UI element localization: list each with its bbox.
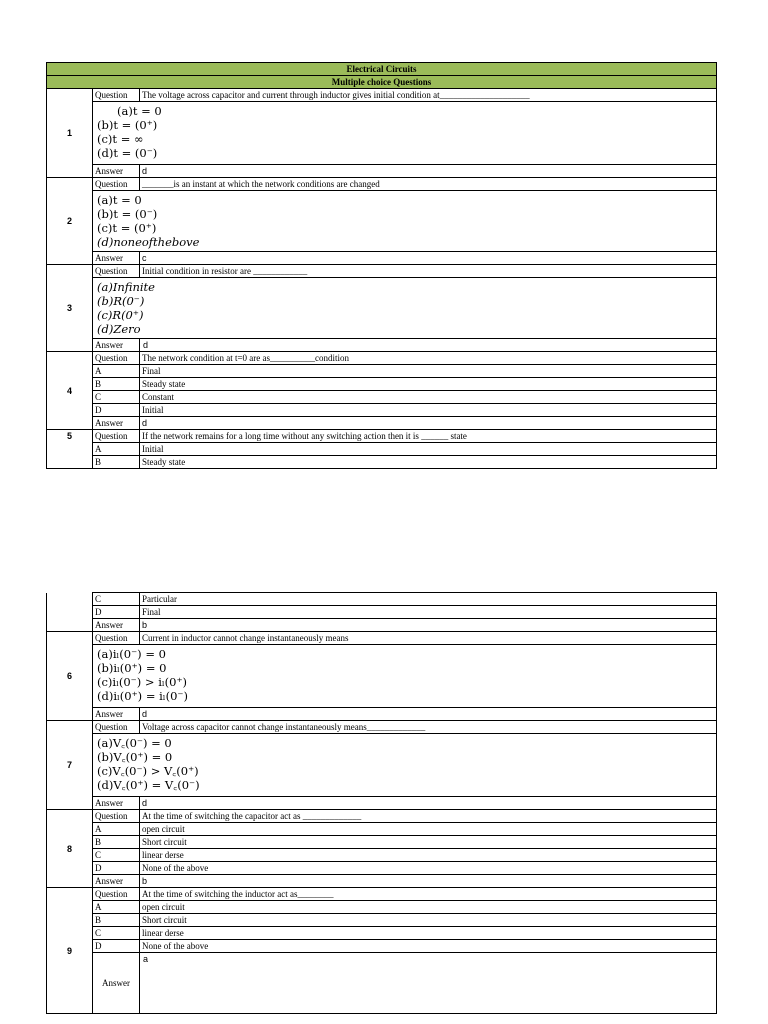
option-letter: C — [93, 927, 140, 940]
option-row-c — [47, 593, 717, 606]
answer-label: Answer — [93, 339, 140, 352]
answer-label: Answer — [93, 417, 140, 430]
option-a: (a)t = 0 — [117, 104, 162, 118]
question-label: Question — [93, 632, 140, 645]
question-number: 3 — [47, 265, 93, 352]
option-d: (d)iₗ(0⁺) = iₗ(0⁻) — [97, 689, 188, 703]
option-letter: D — [93, 606, 140, 619]
sheet-subtitle: Multiple choice Questions — [47, 76, 717, 89]
question-number: 4 — [47, 352, 93, 430]
option-text: Final — [140, 365, 717, 378]
answer-row — [47, 953, 717, 1014]
option-letter: B — [93, 836, 140, 849]
option-letter: C — [93, 391, 140, 404]
option-d: (d)t = (0⁻) — [97, 146, 158, 160]
question-row — [47, 632, 717, 645]
question-row — [47, 721, 717, 734]
option-row-a — [47, 901, 717, 914]
answer-value: a — [140, 953, 717, 1014]
question-text: _______is an instant at which the network conditions are changed — [140, 178, 717, 191]
answer-value: d — [140, 339, 717, 352]
answer-row — [47, 619, 717, 632]
option-letter: D — [93, 404, 140, 417]
option-b: (b)V꜀(0⁺) = 0 — [97, 750, 173, 764]
answer-row — [47, 875, 717, 888]
answer-value: d — [140, 165, 717, 178]
question-row — [47, 89, 717, 102]
option-letter: C — [93, 593, 140, 606]
option-c: (c)V꜀(0⁻) > V꜀(0⁺) — [97, 764, 199, 778]
option-text: None of the above — [140, 940, 717, 953]
options-row — [47, 102, 717, 165]
question-number: 1 — [47, 89, 93, 178]
options-row — [47, 645, 717, 708]
math-options — [93, 645, 717, 708]
answer-row — [47, 339, 717, 352]
answer-value: c — [140, 252, 717, 265]
answer-row — [47, 708, 717, 721]
option-row-d — [47, 940, 717, 953]
option-text: Short circuit — [140, 914, 717, 927]
option-text: open circuit — [140, 901, 717, 914]
option-row-a — [47, 443, 717, 456]
option-d: (d)Zero — [97, 322, 141, 336]
option-letter: A — [93, 443, 140, 456]
option-row-d — [47, 404, 717, 417]
option-row-d — [47, 862, 717, 875]
option-row-b — [47, 456, 717, 469]
option-row-b — [47, 836, 717, 849]
question-text: The voltage across capacitor and current through inductor gives initial condition at____________________ — [140, 89, 717, 102]
option-row-b — [47, 378, 717, 391]
option-row-a — [47, 823, 717, 836]
answer-value: b — [140, 619, 717, 632]
question-number: 6 — [47, 632, 93, 721]
option-a: (a)t = 0 — [97, 193, 142, 207]
option-b: (b)R(0⁻) — [97, 294, 145, 308]
options-row — [47, 278, 717, 339]
options-row — [47, 734, 717, 797]
question-row — [47, 178, 717, 191]
page-1-sheet — [46, 62, 716, 469]
mcq-table-page-2 — [46, 592, 717, 1014]
option-text: open circuit — [140, 823, 717, 836]
question-number: 9 — [47, 888, 93, 1014]
math-options — [93, 278, 717, 339]
option-c: (c)t = ∞ — [97, 132, 144, 146]
sheet-title: Electrical Circuits — [47, 63, 717, 76]
question-label: Question — [93, 178, 140, 191]
question-label: Question — [93, 352, 140, 365]
answer-row — [47, 252, 717, 265]
option-c: (c)t = (0⁺) — [97, 221, 157, 235]
answer-label: Answer — [93, 252, 140, 265]
question-row — [47, 888, 717, 901]
question-number: 2 — [47, 178, 93, 265]
answer-label: Answer — [93, 953, 140, 1014]
question-text: Current in inductor cannot change instantaneously means — [140, 632, 717, 645]
question-number: 5 — [47, 430, 93, 469]
option-text: Final — [140, 606, 717, 619]
option-c: (c)iₗ(0⁻) > iₗ(0⁺) — [97, 675, 188, 689]
option-row-a — [47, 365, 717, 378]
answer-label: Answer — [93, 708, 140, 721]
page-2-sheet — [46, 592, 716, 1014]
question-label: Question — [93, 430, 140, 443]
option-text: linear derse — [140, 849, 717, 862]
question-text: Voltage across capacitor cannot change instantaneously means_____________ — [140, 721, 717, 734]
option-text: linear derse — [140, 927, 717, 940]
question-number: 8 — [47, 810, 93, 888]
option-text: Steady state — [140, 456, 717, 469]
option-row-c — [47, 849, 717, 862]
option-row-c — [47, 927, 717, 940]
option-letter: A — [93, 365, 140, 378]
question-row — [47, 810, 717, 823]
option-letter: D — [93, 940, 140, 953]
question-text: The network condition at t=0 are as__________condition — [140, 352, 717, 365]
option-row-b — [47, 914, 717, 927]
question-label: Question — [93, 888, 140, 901]
option-text: Initial — [140, 404, 717, 417]
option-text: Particular — [140, 593, 717, 606]
option-text: Short circuit — [140, 836, 717, 849]
answer-value: d — [140, 417, 717, 430]
answer-value: d — [140, 708, 717, 721]
option-c: (c)R(0⁺) — [97, 308, 144, 322]
option-a: (a)iₗ(0⁻) = 0 — [97, 647, 166, 661]
option-a: (a)V꜀(0⁻) = 0 — [97, 736, 172, 750]
option-letter: A — [93, 901, 140, 914]
option-letter: B — [93, 914, 140, 927]
answer-row — [47, 165, 717, 178]
mcq-table-page-1 — [46, 62, 717, 469]
question-row — [47, 430, 717, 443]
answer-row — [47, 797, 717, 810]
answer-label: Answer — [93, 875, 140, 888]
question-label: Question — [93, 265, 140, 278]
math-options — [93, 191, 717, 252]
question-text: At the time of switching the capacitor act as _____________ — [140, 810, 717, 823]
answer-value: b — [140, 875, 717, 888]
option-letter: A — [93, 823, 140, 836]
option-b: (b)t = (0⁻) — [97, 207, 158, 221]
answer-row — [47, 417, 717, 430]
question-text: Initial condition in resistor are ____________ — [140, 265, 717, 278]
question-label: Question — [93, 810, 140, 823]
option-row-d — [47, 606, 717, 619]
answer-label: Answer — [93, 619, 140, 632]
question-text: At the time of switching the inductor act as________ — [140, 888, 717, 901]
option-letter: D — [93, 862, 140, 875]
option-text: Initial — [140, 443, 717, 456]
answer-label: Answer — [93, 797, 140, 810]
option-b: (b)iₗ(0⁺) = 0 — [97, 661, 167, 675]
option-letter: B — [93, 456, 140, 469]
option-row-c — [47, 391, 717, 404]
math-options — [93, 734, 717, 797]
option-text: Steady state — [140, 378, 717, 391]
option-letter: B — [93, 378, 140, 391]
math-options — [93, 102, 717, 165]
option-b: (b)t = (0⁺) — [97, 118, 158, 132]
question-row — [47, 352, 717, 365]
answer-value: d — [140, 797, 717, 810]
option-d: (d)V꜀(0⁺) = V꜀(0⁻) — [97, 778, 200, 792]
options-row — [47, 191, 717, 252]
question-row — [47, 265, 717, 278]
question-label: Question — [93, 721, 140, 734]
question-text: If the network remains for a long time without any switching action then it is ______ state — [140, 430, 717, 443]
question-number: 7 — [47, 721, 93, 810]
option-text: Constant — [140, 391, 717, 404]
option-letter: C — [93, 849, 140, 862]
option-text: None of the above — [140, 862, 717, 875]
option-d: (d)noneofthebove — [97, 235, 200, 249]
question-label: Question — [93, 89, 140, 102]
option-a: (a)Infinite — [97, 280, 155, 294]
answer-label: Answer — [93, 165, 140, 178]
